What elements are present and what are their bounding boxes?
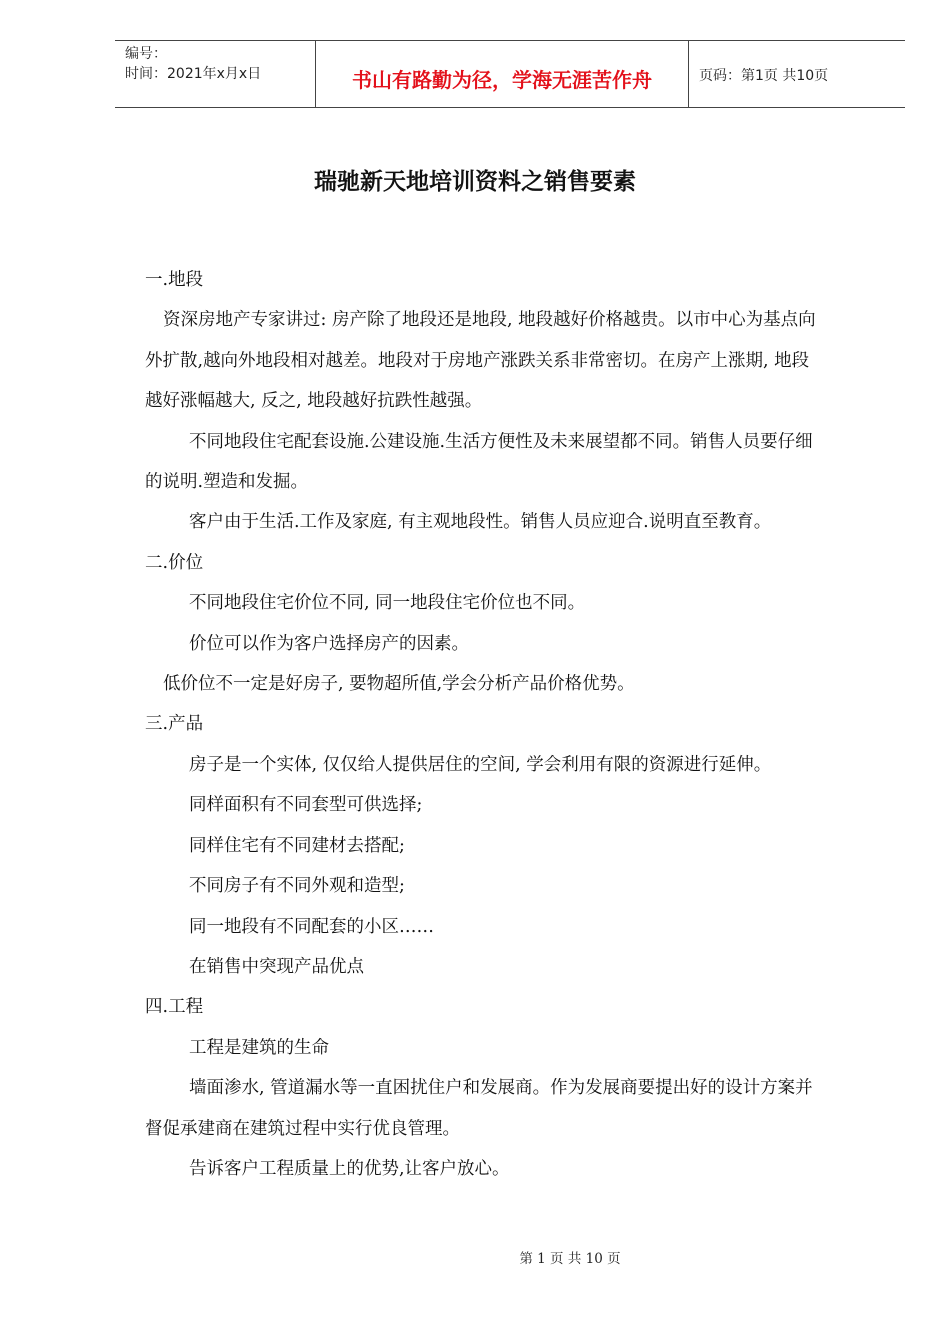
- header-page-cell: [690, 41, 905, 107]
- paragraph-line: 工程是建筑的生命: [189, 1037, 329, 1058]
- header-motto: 书山有路勤为径，学海无涯苦作舟: [352, 68, 652, 92]
- header-page-info: 页码：第1页 共10页: [699, 68, 829, 84]
- paragraph-line: 客户由于生活.工作及家庭, 有主观地段性。销售人员应迎合.说明直至教育。: [189, 512, 772, 533]
- paragraph-line: 房子是一个实体, 仅仅给人提供居住的空间, 学会利用有限的资源进行延伸。: [189, 754, 772, 775]
- paragraph-line: 的说明.塑造和发掘。: [145, 472, 309, 493]
- document-body: [145, 260, 880, 1189]
- paragraph-line: 同一地段有不同配套的小区……: [189, 916, 434, 937]
- paragraph-line: 同样住宅有不同建材去搭配;: [189, 835, 405, 856]
- paragraph-line: 价位可以作为客户选择房产的因素。: [189, 633, 469, 654]
- paragraph-line: 外扩散,越向外地段相对越差。地段对于房地产涨跌关系非常密切。在房产上涨期, 地段: [145, 350, 810, 371]
- serial-label: 编号：: [125, 46, 167, 62]
- section-heading-location: 一.地段: [145, 270, 204, 290]
- section-heading-price: 二.价位: [145, 552, 204, 573]
- paragraph-line: 低价位不一定是好房子, 要物超所值,学会分析产品价格优势。: [163, 674, 635, 695]
- page-title: 瑞驰新天地培训资料之销售要素: [314, 169, 636, 195]
- time-label: 时间：2021年x月x日: [125, 66, 262, 82]
- paragraph-line: 告诉客户工程质量上的优势,让客户放心。: [189, 1158, 510, 1179]
- paragraph-line: 越好涨幅越大, 反之, 地段越好抗跌性越强。: [145, 391, 483, 412]
- section-heading-product: 三.产品: [145, 714, 204, 735]
- header-meta-cell: [115, 41, 316, 107]
- document-header: [115, 40, 905, 108]
- paragraph-line: 督促承建商在建筑过程中实行优良管理。: [145, 1118, 460, 1139]
- paragraph-line: 不同地段住宅配套设施.公建设施.生活方便性及未来展望都不同。销售人员要仔细: [189, 431, 813, 452]
- paragraph-line: 在销售中突现产品优点: [189, 956, 364, 977]
- paragraph-line: 同样面积有不同套型可供选择;: [189, 795, 423, 816]
- paragraph-line: 资深房地产专家讲过: 房产除了地段还是地段, 地段越好价格越贵。以市中心为基点向: [163, 310, 816, 331]
- paragraph-line: 墙面渗水, 管道漏水等一直困扰住户和发展商。作为发展商要提出好的设计方案并: [189, 1078, 813, 1099]
- paragraph-line: 不同地段住宅价位不同, 同一地段住宅价位也不同。: [189, 593, 586, 614]
- section-heading-engineering: 四.工程: [145, 997, 204, 1018]
- paragraph-line: 不同房子有不同外观和造型;: [189, 876, 405, 897]
- header-motto-cell: [316, 41, 689, 107]
- page-footer: 第 1 页 共 10 页: [519, 1251, 621, 1267]
